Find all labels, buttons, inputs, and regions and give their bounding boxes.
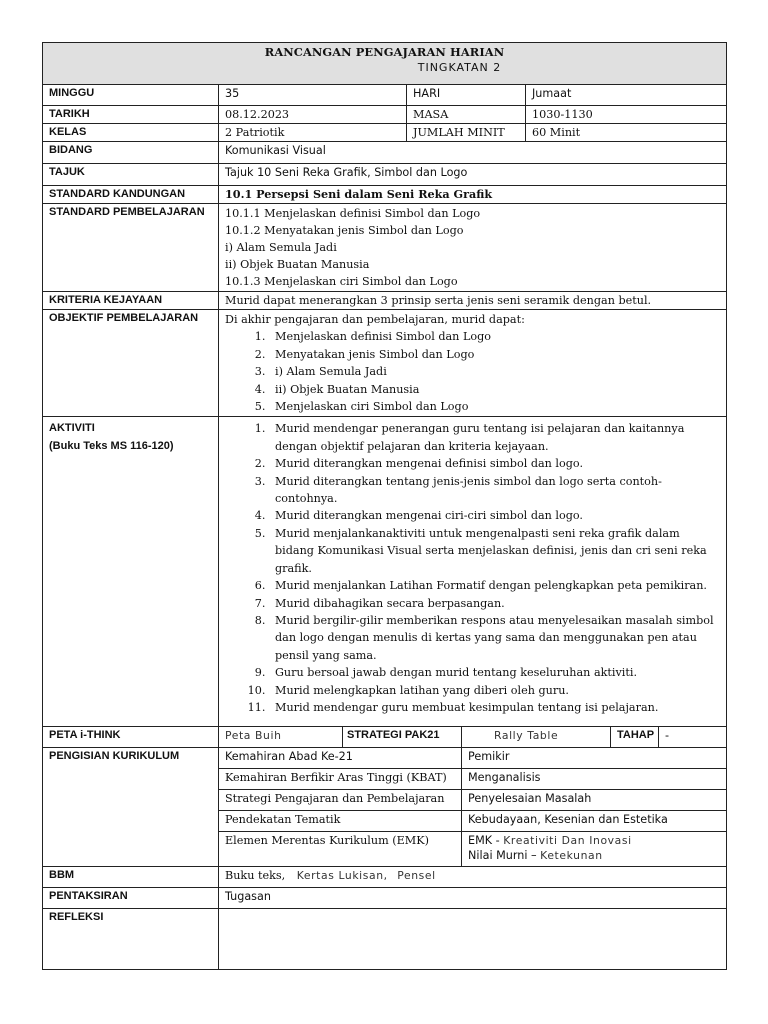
list-item: 4. Murid diterangkan mengenai ciri-ciri simbol dan logo.	[269, 507, 720, 524]
label-hari: HARI	[407, 85, 526, 106]
label-tahap: TAHAP	[611, 727, 659, 748]
pengisian-right: Pemikir	[462, 748, 727, 769]
aktiviti-label-sub: (Buku Teks MS 116-120)	[49, 440, 174, 453]
label-kelas: KELAS	[43, 124, 219, 142]
label-standard-pembelajaran: STANDARD PEMBELAJARAN	[43, 204, 219, 292]
label-minggu: MINGGU	[43, 85, 219, 106]
list-item: 3. i) Alam Semula Jadi	[269, 363, 720, 380]
row-peta-ithink	[43, 727, 727, 748]
value-bidang: Komunikasi Visual	[219, 142, 727, 164]
list-item: 2. Menyatakan jenis Simbol dan Logo	[269, 346, 720, 363]
value-aktiviti	[219, 417, 727, 727]
emk-label: EMK -	[468, 834, 500, 848]
document-subtitle: TINGKATAN 2	[417, 61, 502, 74]
list-item: 4. ii) Objek Buatan Manusia	[269, 381, 720, 398]
value-jumlah-minit: 60 Minit	[526, 124, 727, 142]
document-title: RANCANGAN PENGAJARAN HARIAN	[264, 45, 505, 59]
pengisian-right: Menganalisis	[462, 769, 727, 790]
sp-line: 10.1.2 Menyatakan jenis Simbol dan Logo	[225, 224, 464, 237]
row-pengisian-kurikulum	[43, 748, 727, 769]
row-tarikh	[43, 106, 727, 124]
value-standard-kandungan: 10.1 Persepsi Seni dalam Seni Reka Grafik	[219, 186, 727, 204]
label-kriteria-kejayaan: KRITERIA KEJAYAAN	[43, 292, 219, 310]
value-peta-ithink: Peta Buih	[219, 727, 343, 748]
pengisian-left: Elemen Merentas Kurikulum (EMK)	[219, 832, 462, 867]
header-row	[43, 43, 727, 85]
row-kriteria-kejayaan	[43, 292, 727, 310]
nilai-value: Ketekunan	[540, 849, 603, 863]
emk-line	[468, 833, 720, 848]
value-kelas: 2 Patriotik	[219, 124, 407, 142]
list-item: 11. Murid mendengar guru membuat kesimpulan tentang isi pelajaran.	[269, 699, 720, 716]
label-standard-kandungan: STANDARD KANDUNGAN	[43, 186, 219, 204]
label-jumlah-minit: JUMLAH MINIT	[407, 124, 526, 142]
value-objektif-pembelajaran	[219, 310, 727, 417]
row-bbm	[43, 867, 727, 888]
row-tajuk	[43, 164, 727, 186]
row-bidang	[43, 142, 727, 164]
label-pengisian-kurikulum: PENGISIAN KURIKULUM	[43, 748, 219, 867]
label-aktiviti	[43, 417, 219, 727]
bbm-item: Pensel	[397, 869, 436, 883]
value-standard-pembelajaran	[219, 204, 727, 292]
pengisian-right: Kebudayaan, Kesenian dan Estetika	[462, 811, 727, 832]
list-item: 6. Murid menjalankan Latihan Formatif dengan pelengkapkan peta pemikiran.	[269, 577, 720, 594]
label-tajuk: TAJUK	[43, 164, 219, 186]
list-item: 10. Murid melengkapkan latihan yang diberi oleh guru.	[269, 682, 720, 699]
row-standard-pembelajaran	[43, 204, 727, 292]
value-kriteria-kejayaan: Murid dapat menerangkan 3 prinsip serta jenis seni seramik dengan betul.	[219, 292, 727, 310]
lesson-plan-table	[42, 42, 727, 970]
list-item: 1. Menjelaskan definisi Simbol dan Logo	[269, 328, 720, 345]
label-pentaksiran: PENTAKSIRAN	[43, 888, 219, 909]
value-tarikh: 08.12.2023	[219, 106, 407, 124]
pengisian-right: Penyelesaian Masalah	[462, 790, 727, 811]
row-aktiviti	[43, 417, 727, 727]
aktiviti-list	[225, 420, 720, 716]
sp-line: i) Alam Semula Jadi	[225, 241, 337, 254]
row-pentaksiran	[43, 888, 727, 909]
nilai-line	[468, 848, 720, 863]
label-masa: MASA	[407, 106, 526, 124]
label-peta-ithink: PETA i-THINK	[43, 727, 219, 748]
row-standard-kandungan	[43, 186, 727, 204]
value-refleksi	[219, 909, 727, 970]
row-kelas	[43, 124, 727, 142]
pengisian-left: Kemahiran Berfikir Aras Tinggi (KBAT)	[219, 769, 462, 790]
bbm-item: Kertas Lukisan,	[296, 869, 388, 883]
emk-value: Kreativiti Dan Inovasi	[503, 834, 632, 848]
lesson-plan-document	[42, 42, 726, 970]
list-item: 5. Menjelaskan ciri Simbol dan Logo	[269, 398, 720, 415]
objektif-list	[225, 328, 720, 415]
value-tahap: -	[659, 727, 727, 748]
row-minggu	[43, 85, 727, 106]
sp-line: 10.1.1 Menjelaskan definisi Simbol dan Logo	[225, 207, 481, 220]
aktiviti-label: AKTIVITI	[49, 422, 95, 435]
list-item: 7. Murid dibahagikan secara berpasangan.	[269, 595, 720, 612]
list-item: 2. Murid diterangkan mengenai definisi simbol dan logo.	[269, 455, 720, 472]
label-bbm: BBM	[43, 867, 219, 888]
label-tarikh: TARIKH	[43, 106, 219, 124]
value-masa: 1030-1130	[526, 106, 727, 124]
pengisian-left: Pendekatan Tematik	[219, 811, 462, 832]
label-refleksi: REFLEKSI	[43, 909, 219, 970]
bbm-item: Buku teks,	[225, 869, 286, 883]
sp-line: 10.1.3 Menjelaskan ciri Simbol dan Logo	[225, 275, 458, 288]
label-bidang: BIDANG	[43, 142, 219, 164]
label-objektif-pembelajaran: OBJEKTIF PEMBELAJARAN	[43, 310, 219, 417]
nilai-label: Nilai Murni –	[468, 849, 537, 863]
value-bbm	[219, 867, 727, 888]
objektif-intro: Di akhir pengajaran dan pembelajaran, murid dapat:	[225, 313, 525, 326]
value-minggu: 35	[219, 85, 407, 106]
sp-line: ii) Objek Buatan Manusia	[225, 258, 370, 271]
pengisian-emk-cell	[462, 832, 727, 867]
list-item: 9. Guru bersoal jawab dengan murid tentang keseluruhan aktiviti.	[269, 664, 720, 681]
value-hari: Jumaat	[526, 85, 727, 106]
list-item: 8. Murid bergilir-gilir memberikan respons atau menyelesaikan masalah simbol dan logo dengan menulis di kertas yang sama dan menggunakan pen atau pensil yang sama.	[269, 612, 720, 664]
value-strategi-pak21: Rally Table	[462, 727, 611, 748]
value-pentaksiran: Tugasan	[219, 888, 727, 909]
row-objektif-pembelajaran	[43, 310, 727, 417]
pengisian-left: Kemahiran Abad Ke-21	[219, 748, 462, 769]
list-item: 1. Murid mendengar penerangan guru tentang isi pelajaran dan kaitannya dengan objektif pelajaran dan kriteria kejayaan.	[269, 420, 720, 455]
list-item: 3. Murid diterangkan tentang jenis-jenis simbol dan logo serta contoh-contohnya.	[269, 473, 720, 508]
list-item: 5. Murid menjalankanaktiviti untuk mengenalpasti seni reka grafik dalam bidang Komunikasi Visual serta menjelaskan definisi, jenis dan cri seni reka grafik.	[269, 525, 720, 577]
value-tajuk: Tajuk 10 Seni Reka Grafik, Simbol dan Logo	[219, 164, 727, 186]
row-refleksi	[43, 909, 727, 970]
label-strategi-pak21: STRATEGI PAK21	[343, 727, 462, 748]
pengisian-left: Strategi Pengajaran dan Pembelajaran	[219, 790, 462, 811]
